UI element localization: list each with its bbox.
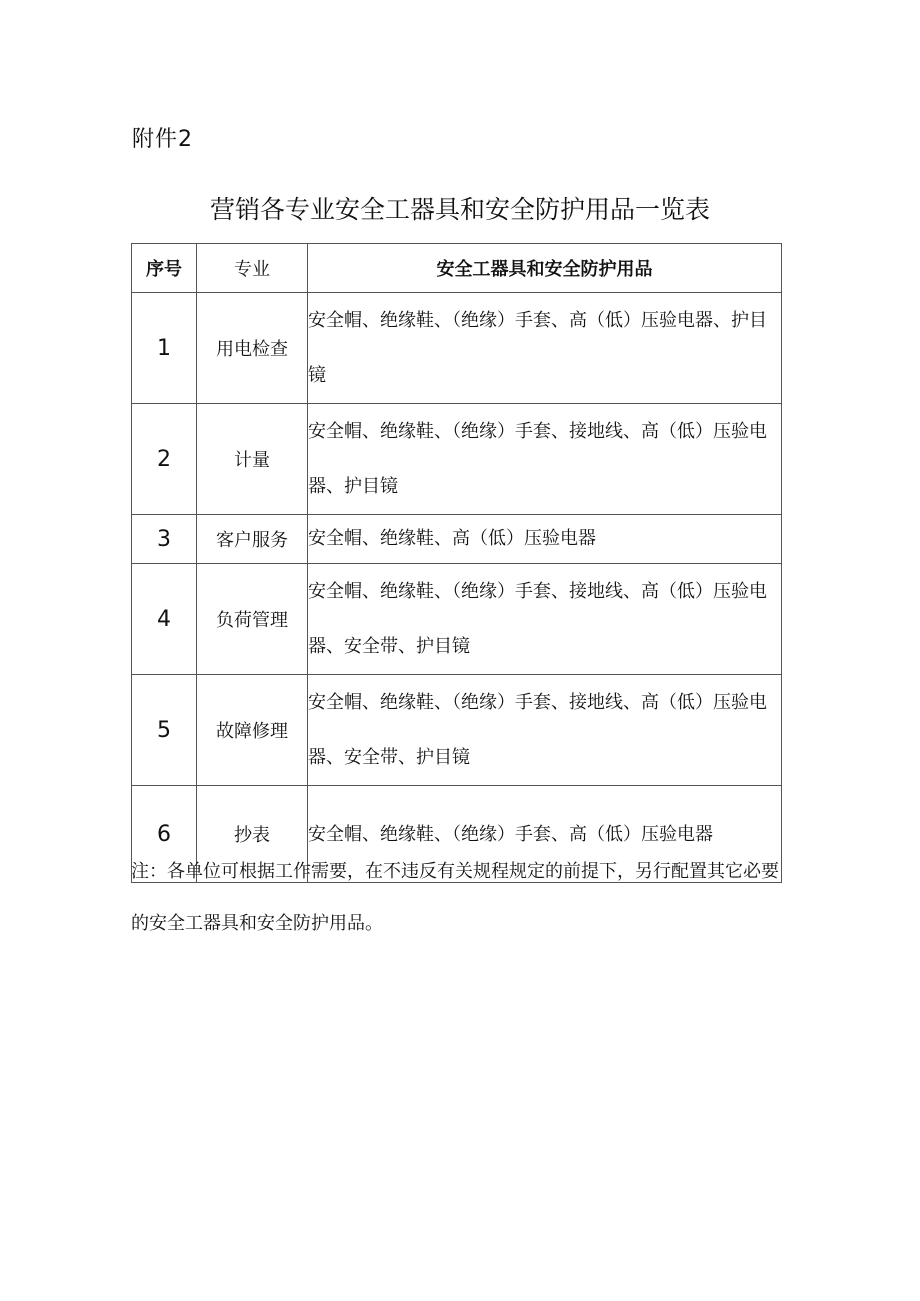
table-row [132, 404, 782, 515]
row-equipment: 安全帽、绝缘鞋、高（低）压验电器 [308, 515, 782, 564]
row-number: 1 [132, 293, 197, 404]
attachment-label: 附件2 [132, 127, 193, 152]
row-number: 2 [132, 404, 197, 515]
row-equipment: 安全帽、绝缘鞋、（绝缘）手套、接地线、高（低）压验电器、安全带、护目镜 [308, 564, 782, 675]
row-equipment: 安全帽、绝缘鞋、（绝缘）手套、接地线、高（低）压验电器、安全带、护目镜 [308, 675, 782, 786]
table-row [132, 675, 782, 786]
row-equipment: 安全帽、绝缘鞋、（绝缘）手套、接地线、高（低）压验电器、护目镜 [308, 404, 782, 515]
document-title: 营销各专业安全工器具和安全防护用品一览表 [209, 195, 710, 224]
row-equipment: 安全帽、绝缘鞋、（绝缘）手套、高（低）压验电器、护目镜 [308, 293, 782, 404]
row-specialty: 故障修理 [197, 675, 308, 786]
column-header-number: 序号 [132, 244, 197, 293]
row-specialty: 用电检查 [197, 293, 308, 404]
table-row [132, 293, 782, 404]
row-specialty: 负荷管理 [197, 564, 308, 675]
row-specialty: 计量 [197, 404, 308, 515]
row-equipment: 安全帽、绝缘鞋、（绝缘）手套、高（低）压验电器 [308, 786, 782, 883]
row-number: 3 [132, 515, 197, 564]
footnote: 注：各单位可根据工作需要，在不违反有关规程规定的前提下，另行配置其它必要的安全工器具和安全防护用品。 [131, 861, 779, 934]
row-specialty: 客户服务 [197, 515, 308, 564]
equipment-table [131, 243, 782, 883]
row-number: 6 [132, 786, 197, 883]
table-row [132, 515, 782, 564]
column-header-specialty: 专业 [197, 244, 308, 293]
row-number: 5 [132, 675, 197, 786]
column-header-equipment: 安全工器具和安全防护用品 [308, 244, 782, 293]
table-row [132, 564, 782, 675]
row-specialty: 抄表 [197, 786, 308, 883]
row-number: 4 [132, 564, 197, 675]
